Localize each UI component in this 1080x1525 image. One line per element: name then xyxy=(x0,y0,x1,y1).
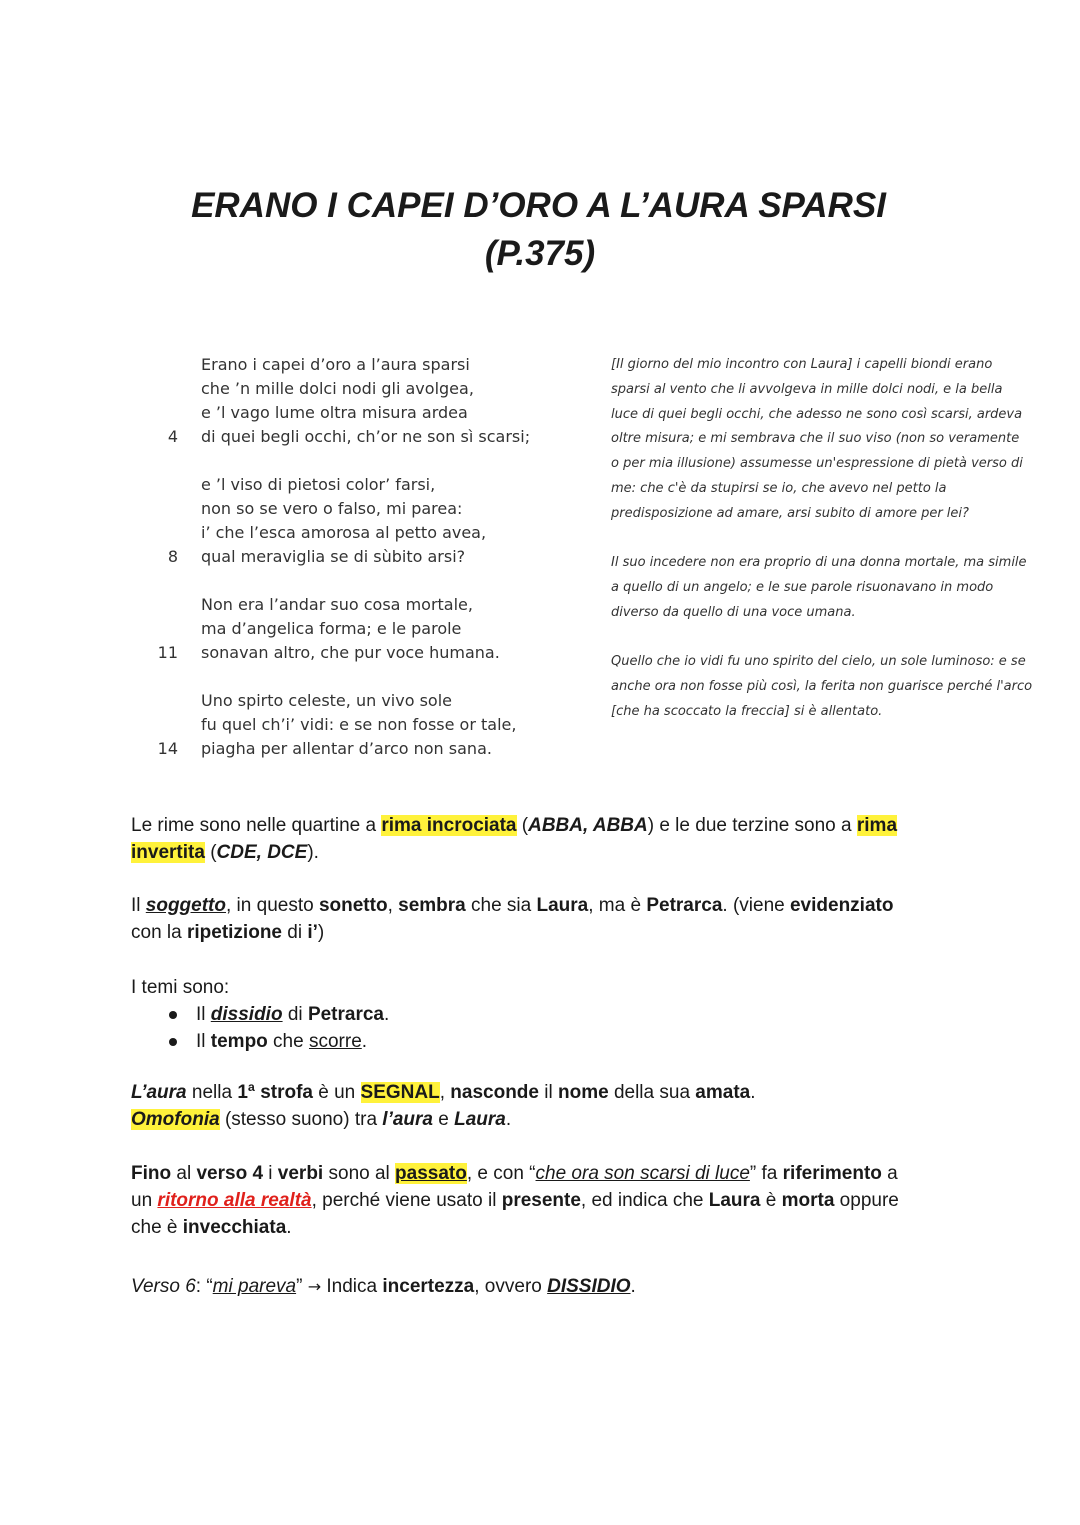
term-petrarca: Petrarca xyxy=(307,1004,384,1025)
text: Le rime sono nelle quartine a xyxy=(131,815,382,836)
text: sono al xyxy=(323,1163,396,1184)
text: nella xyxy=(186,1082,238,1103)
poem-stanza-2 xyxy=(150,473,570,569)
term-riferimento: riferimento xyxy=(782,1163,882,1184)
paraphrase-line: Quello che io vidi fu uno spirito del cielo, un sole luminoso: e se xyxy=(611,654,1026,669)
note-temi xyxy=(131,974,961,1055)
text: Il xyxy=(131,895,146,916)
term-laura: Laura xyxy=(536,895,589,916)
text: Indica xyxy=(321,1276,383,1297)
poem-line xyxy=(150,689,570,713)
poem-line-text: di quei begli occhi, ch’or ne son sì scarsi; xyxy=(201,427,531,446)
poem-line xyxy=(150,353,570,377)
poem-line-text: fu quel ch’i’ vidi: e se non fosse or tale, xyxy=(201,715,517,734)
poem-line xyxy=(150,713,570,737)
term-verso-6: Verso 6 xyxy=(131,1276,196,1297)
highlight-omofonia: Omofonia xyxy=(131,1109,220,1130)
poem-text xyxy=(150,353,570,785)
paraphrase-line: sparsi al vento che li avvolgeva in mille dolci nodi, e la bella xyxy=(611,381,1003,397)
note-aura xyxy=(131,1079,961,1133)
term-incertezza: incertezza xyxy=(382,1276,475,1297)
poem-line xyxy=(150,473,570,497)
title-line-1: ERANO I CAPEI D’ORO A L’AURA SPARSI xyxy=(191,186,886,225)
arrow-right-icon: → xyxy=(307,1277,322,1296)
note-verso-6 xyxy=(131,1273,961,1300)
text: , perché viene usato il xyxy=(311,1190,502,1211)
term-l-aura: l’aura xyxy=(382,1109,433,1130)
poem-line xyxy=(150,617,570,641)
term-sonetto: sonetto xyxy=(318,895,388,916)
temi-intro: I temi sono: xyxy=(131,977,230,998)
poem-line-text: sonavan altro, che pur voce humana. xyxy=(201,643,500,662)
line-number: 4 xyxy=(167,427,178,446)
poem-line-text: che ’n mille dolci nodi gli avolgea, xyxy=(201,379,474,398)
term-morta: morta xyxy=(781,1190,835,1211)
text: , ovvero xyxy=(474,1276,548,1297)
text: è xyxy=(760,1190,782,1211)
text: , xyxy=(439,1082,451,1103)
paraphrase-line: a quello di un angelo; e le sue parole risuonavano in modo xyxy=(611,579,994,595)
paraphrase-line: oltre misura; e mi sembrava che il suo viso (non so veramente xyxy=(611,431,1020,447)
text: . xyxy=(505,1109,512,1130)
text: ). xyxy=(307,842,319,863)
text: ) e le due terzine sono a xyxy=(647,815,857,836)
text: e xyxy=(433,1109,455,1130)
text: che sia xyxy=(465,895,537,916)
quote-mi-pareva: mi pareva xyxy=(212,1276,297,1297)
poem-line xyxy=(150,521,570,545)
term-laura: Laura xyxy=(454,1109,506,1130)
paraphrase-line: [Il giorno del mio incontro con Laura] i capelli biondi erano xyxy=(611,357,993,372)
term-verso-4: verso 4 xyxy=(196,1163,264,1184)
text: di xyxy=(282,1004,308,1025)
highlight-rima: rima xyxy=(856,815,898,836)
text: . xyxy=(286,1217,292,1238)
poem-line xyxy=(150,641,570,665)
line-number: 11 xyxy=(157,643,178,662)
highlight-segnal: SEGNAL xyxy=(360,1082,440,1103)
term-dissidio: DISSIDIO xyxy=(547,1276,631,1297)
text: ( xyxy=(516,815,529,836)
paraphrase-paragraph-3 xyxy=(611,650,1056,724)
paraphrase-line: diverso da quello di una voce umana. xyxy=(611,604,856,620)
term-scorre: scorre xyxy=(308,1031,362,1052)
list-item xyxy=(131,1001,961,1028)
paraphrase-line: luce di quei begli occhi, che adesso ne sono così scarsi, ardeva xyxy=(611,406,1023,422)
quote-scarsi-di-luce: che ora son scarsi di luce xyxy=(535,1163,750,1184)
term-fino: Fino xyxy=(131,1163,172,1184)
scheme-abba: ABBA, ABBA xyxy=(528,815,648,836)
text: un xyxy=(131,1190,158,1211)
text: Il xyxy=(196,1031,211,1052)
term-prima-strofa: 1ª strofa xyxy=(237,1082,313,1103)
term-dissidio: dissidio xyxy=(210,1004,283,1025)
poem-line xyxy=(150,401,570,425)
text: il xyxy=(538,1082,558,1103)
text: di xyxy=(282,922,308,943)
poem-line xyxy=(150,593,570,617)
text: : “ xyxy=(195,1276,213,1297)
note-verso-4 xyxy=(131,1160,961,1241)
title-line-2: (P.375) xyxy=(484,234,596,273)
poem-line-text: Non era l’andar suo cosa mortale, xyxy=(201,595,473,614)
paraphrase-line: anche ora non fosse più così, la ferita non guarisce perché l'arco xyxy=(611,678,1033,694)
text: , xyxy=(387,895,399,916)
text: . xyxy=(384,1004,390,1025)
term-laura-aura: L’aura xyxy=(131,1082,187,1103)
highlight-invertita: invertita xyxy=(131,842,205,863)
term-soggetto: soggetto xyxy=(145,895,226,916)
poem-line xyxy=(150,377,570,401)
poem-line-text: e ’l vago lume oltra misura ardea xyxy=(201,403,468,422)
text: (stesso suono) tra xyxy=(219,1109,383,1130)
text: con la xyxy=(131,922,187,943)
term-nome: nome xyxy=(557,1082,609,1103)
poem-line-text: ma d’angelica forma; e le parole xyxy=(201,619,462,638)
text: ” fa xyxy=(749,1163,783,1184)
text: , in questo xyxy=(226,895,319,916)
note-rime xyxy=(131,812,961,866)
poem-line xyxy=(150,425,570,449)
term-ritorno-alla-realta: ritorno alla realtà xyxy=(157,1190,312,1211)
poem-line-text: Uno spirto celeste, un vivo sole xyxy=(201,691,452,710)
poem-stanza-4 xyxy=(150,689,570,761)
text: oppure xyxy=(834,1190,899,1211)
poem-line xyxy=(150,497,570,521)
text: ) xyxy=(317,922,325,943)
text: i xyxy=(263,1163,278,1184)
poem-stanza-3 xyxy=(150,593,570,665)
highlight-passato: passato xyxy=(395,1163,467,1184)
poem-line-text: Erano i capei d’oro a l’aura sparsi xyxy=(201,355,470,374)
line-number: 14 xyxy=(157,739,178,758)
text: , ma è xyxy=(588,895,647,916)
text: che xyxy=(267,1031,309,1052)
text: . (viene xyxy=(722,895,790,916)
term-evidenziato: evidenziato xyxy=(789,895,894,916)
paraphrase-paragraph-1 xyxy=(611,353,1056,527)
text: . xyxy=(630,1276,636,1297)
poem-stanza-1 xyxy=(150,353,570,449)
poem-line-text: qual meraviglia se di sùbito arsi? xyxy=(201,547,466,566)
term-amata: amata xyxy=(695,1082,751,1103)
temi-list xyxy=(131,1001,961,1055)
term-laura: Laura xyxy=(708,1190,761,1211)
poem-line xyxy=(150,737,570,761)
text: ” xyxy=(296,1276,308,1297)
text: che è xyxy=(131,1217,183,1238)
term-petrarca: Petrarca xyxy=(646,895,723,916)
term-ripetizione: ripetizione xyxy=(186,922,282,943)
line-number: 8 xyxy=(167,547,178,566)
text: al xyxy=(171,1163,197,1184)
poem-line-text: i’ che l’esca amorosa al petto avea, xyxy=(201,523,487,542)
text: a xyxy=(881,1163,898,1184)
paraphrase-line: [che ha scoccato la freccia] si è allentato. xyxy=(611,703,883,719)
page-title xyxy=(0,182,1080,278)
poem-line xyxy=(150,545,570,569)
poem-line-text: non so se vero o falso, mi parea: xyxy=(201,499,463,518)
text: Il xyxy=(196,1004,211,1025)
paraphrase-line: me: che c'è da stupirsi se io, che avevo nel petto la xyxy=(611,480,947,496)
term-verbi: verbi xyxy=(277,1163,324,1184)
paraphrase-line: Il suo incedere non era proprio di una donna mortale, ma simile xyxy=(611,555,1027,570)
text: . xyxy=(361,1031,368,1052)
scheme-cde: CDE, DCE xyxy=(216,842,308,863)
term-nasconde: nasconde xyxy=(450,1082,539,1103)
text: è un xyxy=(312,1082,361,1103)
paraphrase-paragraph-2 xyxy=(611,551,1056,625)
text: , ed indica che xyxy=(580,1190,709,1211)
list-item xyxy=(131,1028,961,1055)
term-presente: presente xyxy=(501,1190,581,1211)
poem-line-text: piagha per allentar d’arco non sana. xyxy=(201,739,492,758)
text: . xyxy=(750,1082,756,1103)
term-tempo: tempo xyxy=(210,1031,268,1052)
term-sembra: sembra xyxy=(398,895,466,916)
poem-line-text: e ’l viso di pietosi color’ farsi, xyxy=(201,475,436,494)
text: ( xyxy=(204,842,217,863)
term-invecchiata: invecchiata xyxy=(182,1217,287,1238)
paraphrase-line: predisposizione ad amare, arsi subito di amore per lei? xyxy=(611,505,969,521)
term-i: i’ xyxy=(307,922,318,943)
text: della sua xyxy=(608,1082,696,1103)
text: , e con “ xyxy=(466,1163,536,1184)
note-soggetto xyxy=(131,892,961,946)
highlight-rima-incrociata: rima incrociata xyxy=(381,815,517,836)
paraphrase-line: o per mia illusione) assumesse un'espressione di pietà verso di xyxy=(611,456,1023,472)
